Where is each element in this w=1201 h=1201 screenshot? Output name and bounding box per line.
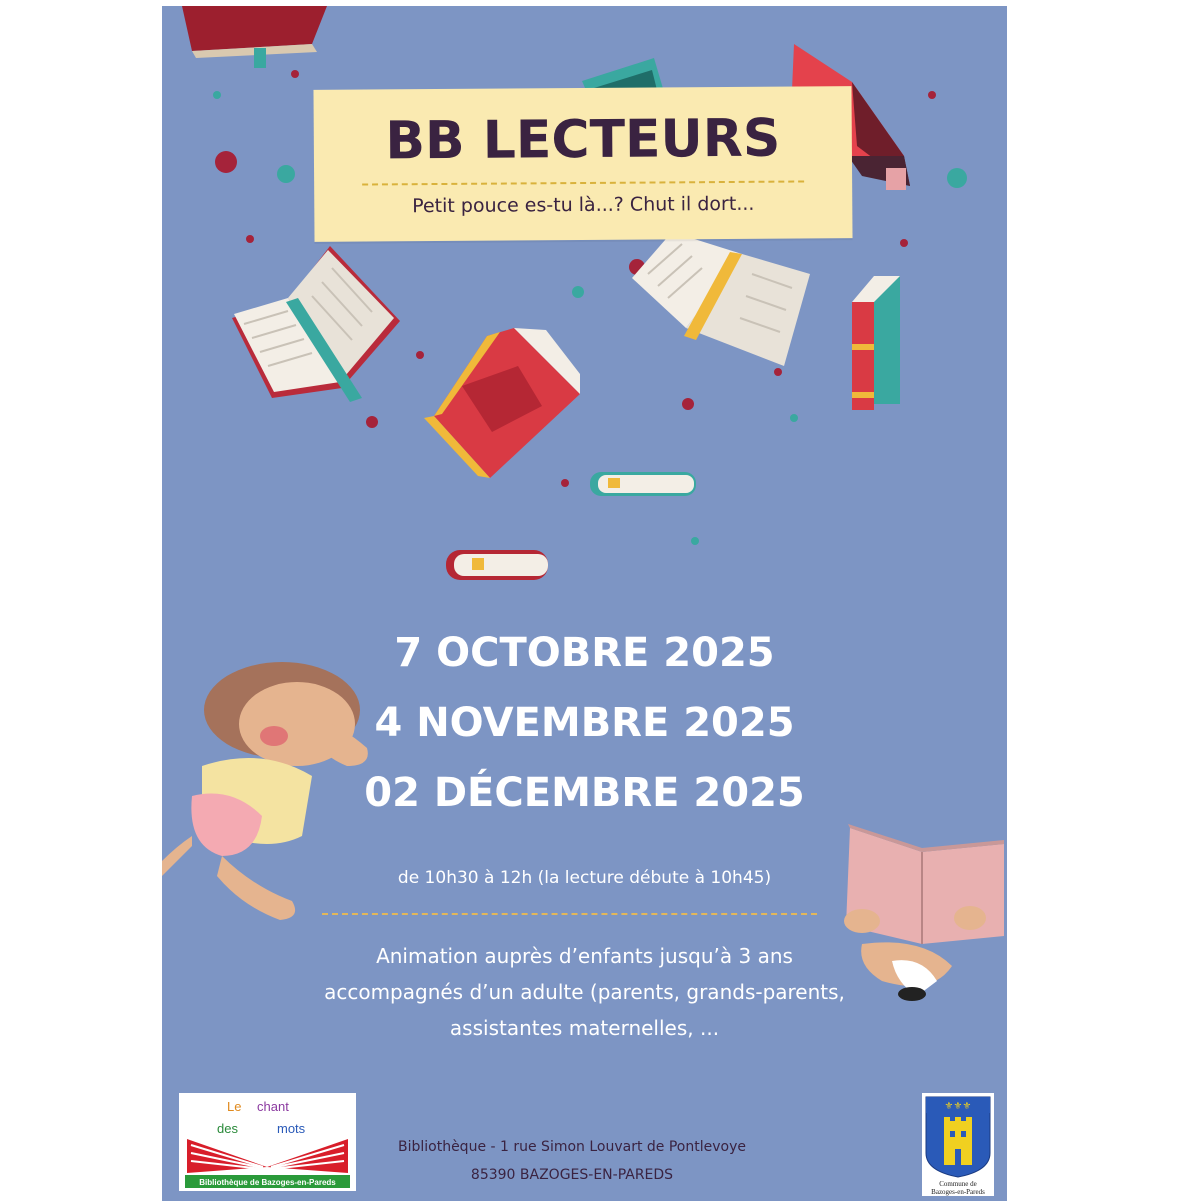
logo-word: des (217, 1121, 238, 1136)
book-icon (590, 472, 696, 496)
event-dates (162, 618, 1007, 828)
event-date: 02 DÉCEMBRE 2025 (364, 770, 805, 816)
poster (162, 6, 1007, 1201)
logo-word: Le (227, 1099, 242, 1114)
open-book-icon (232, 246, 400, 402)
library-logo-graphic (179, 1093, 356, 1191)
address-line: Bibliothèque - 1 rue Simon Louvart de Pontlevoye (397, 1139, 746, 1155)
book-icon (182, 6, 327, 68)
open-book-icon (187, 1139, 348, 1173)
poster-subtitle: Petit pouce es-tu là...? Chut il dort... (412, 192, 755, 218)
book-icon (852, 276, 900, 410)
coat-of-arms-icon (922, 1093, 994, 1196)
logo-word: chant (257, 1099, 289, 1114)
title-banner (313, 86, 852, 242)
library-logo (179, 1093, 356, 1191)
logo-word: mots (277, 1121, 306, 1136)
commune-logo (922, 1093, 994, 1196)
event-time: de 10h30 à 12h (la lecture débute à 10h45) (397, 868, 772, 888)
section-divider (322, 913, 817, 915)
book-icon (446, 550, 548, 580)
library-address (352, 1133, 792, 1189)
logo-caption: Bazoges-en-Pareds (931, 1188, 985, 1196)
open-book-icon (632, 232, 810, 366)
svg-text:⚜⚜⚜: ⚜⚜⚜ (944, 1101, 972, 1112)
logo-caption: Commune de (939, 1180, 977, 1188)
description-line: accompagnés d’un adulte (parents, grands-parents, (324, 980, 845, 1004)
event-date: 7 OCTOBRE 2025 (394, 630, 775, 676)
book-icon (424, 328, 580, 478)
event-date: 4 NOVEMBRE 2025 (374, 700, 795, 746)
poster-title: BB LECTEURS (385, 108, 781, 172)
banner-divider (362, 180, 804, 185)
address-line: 85390 BAZOGES-EN-PAREDS (470, 1167, 674, 1183)
logo-caption: Bibliothèque de Bazoges-en-Pareds (199, 1178, 336, 1187)
event-description (162, 938, 1007, 1046)
description-line: Animation auprès d’enfants jusqu’à 3 ans (376, 944, 793, 968)
description-line: assistantes maternelles, ... (449, 1016, 720, 1040)
